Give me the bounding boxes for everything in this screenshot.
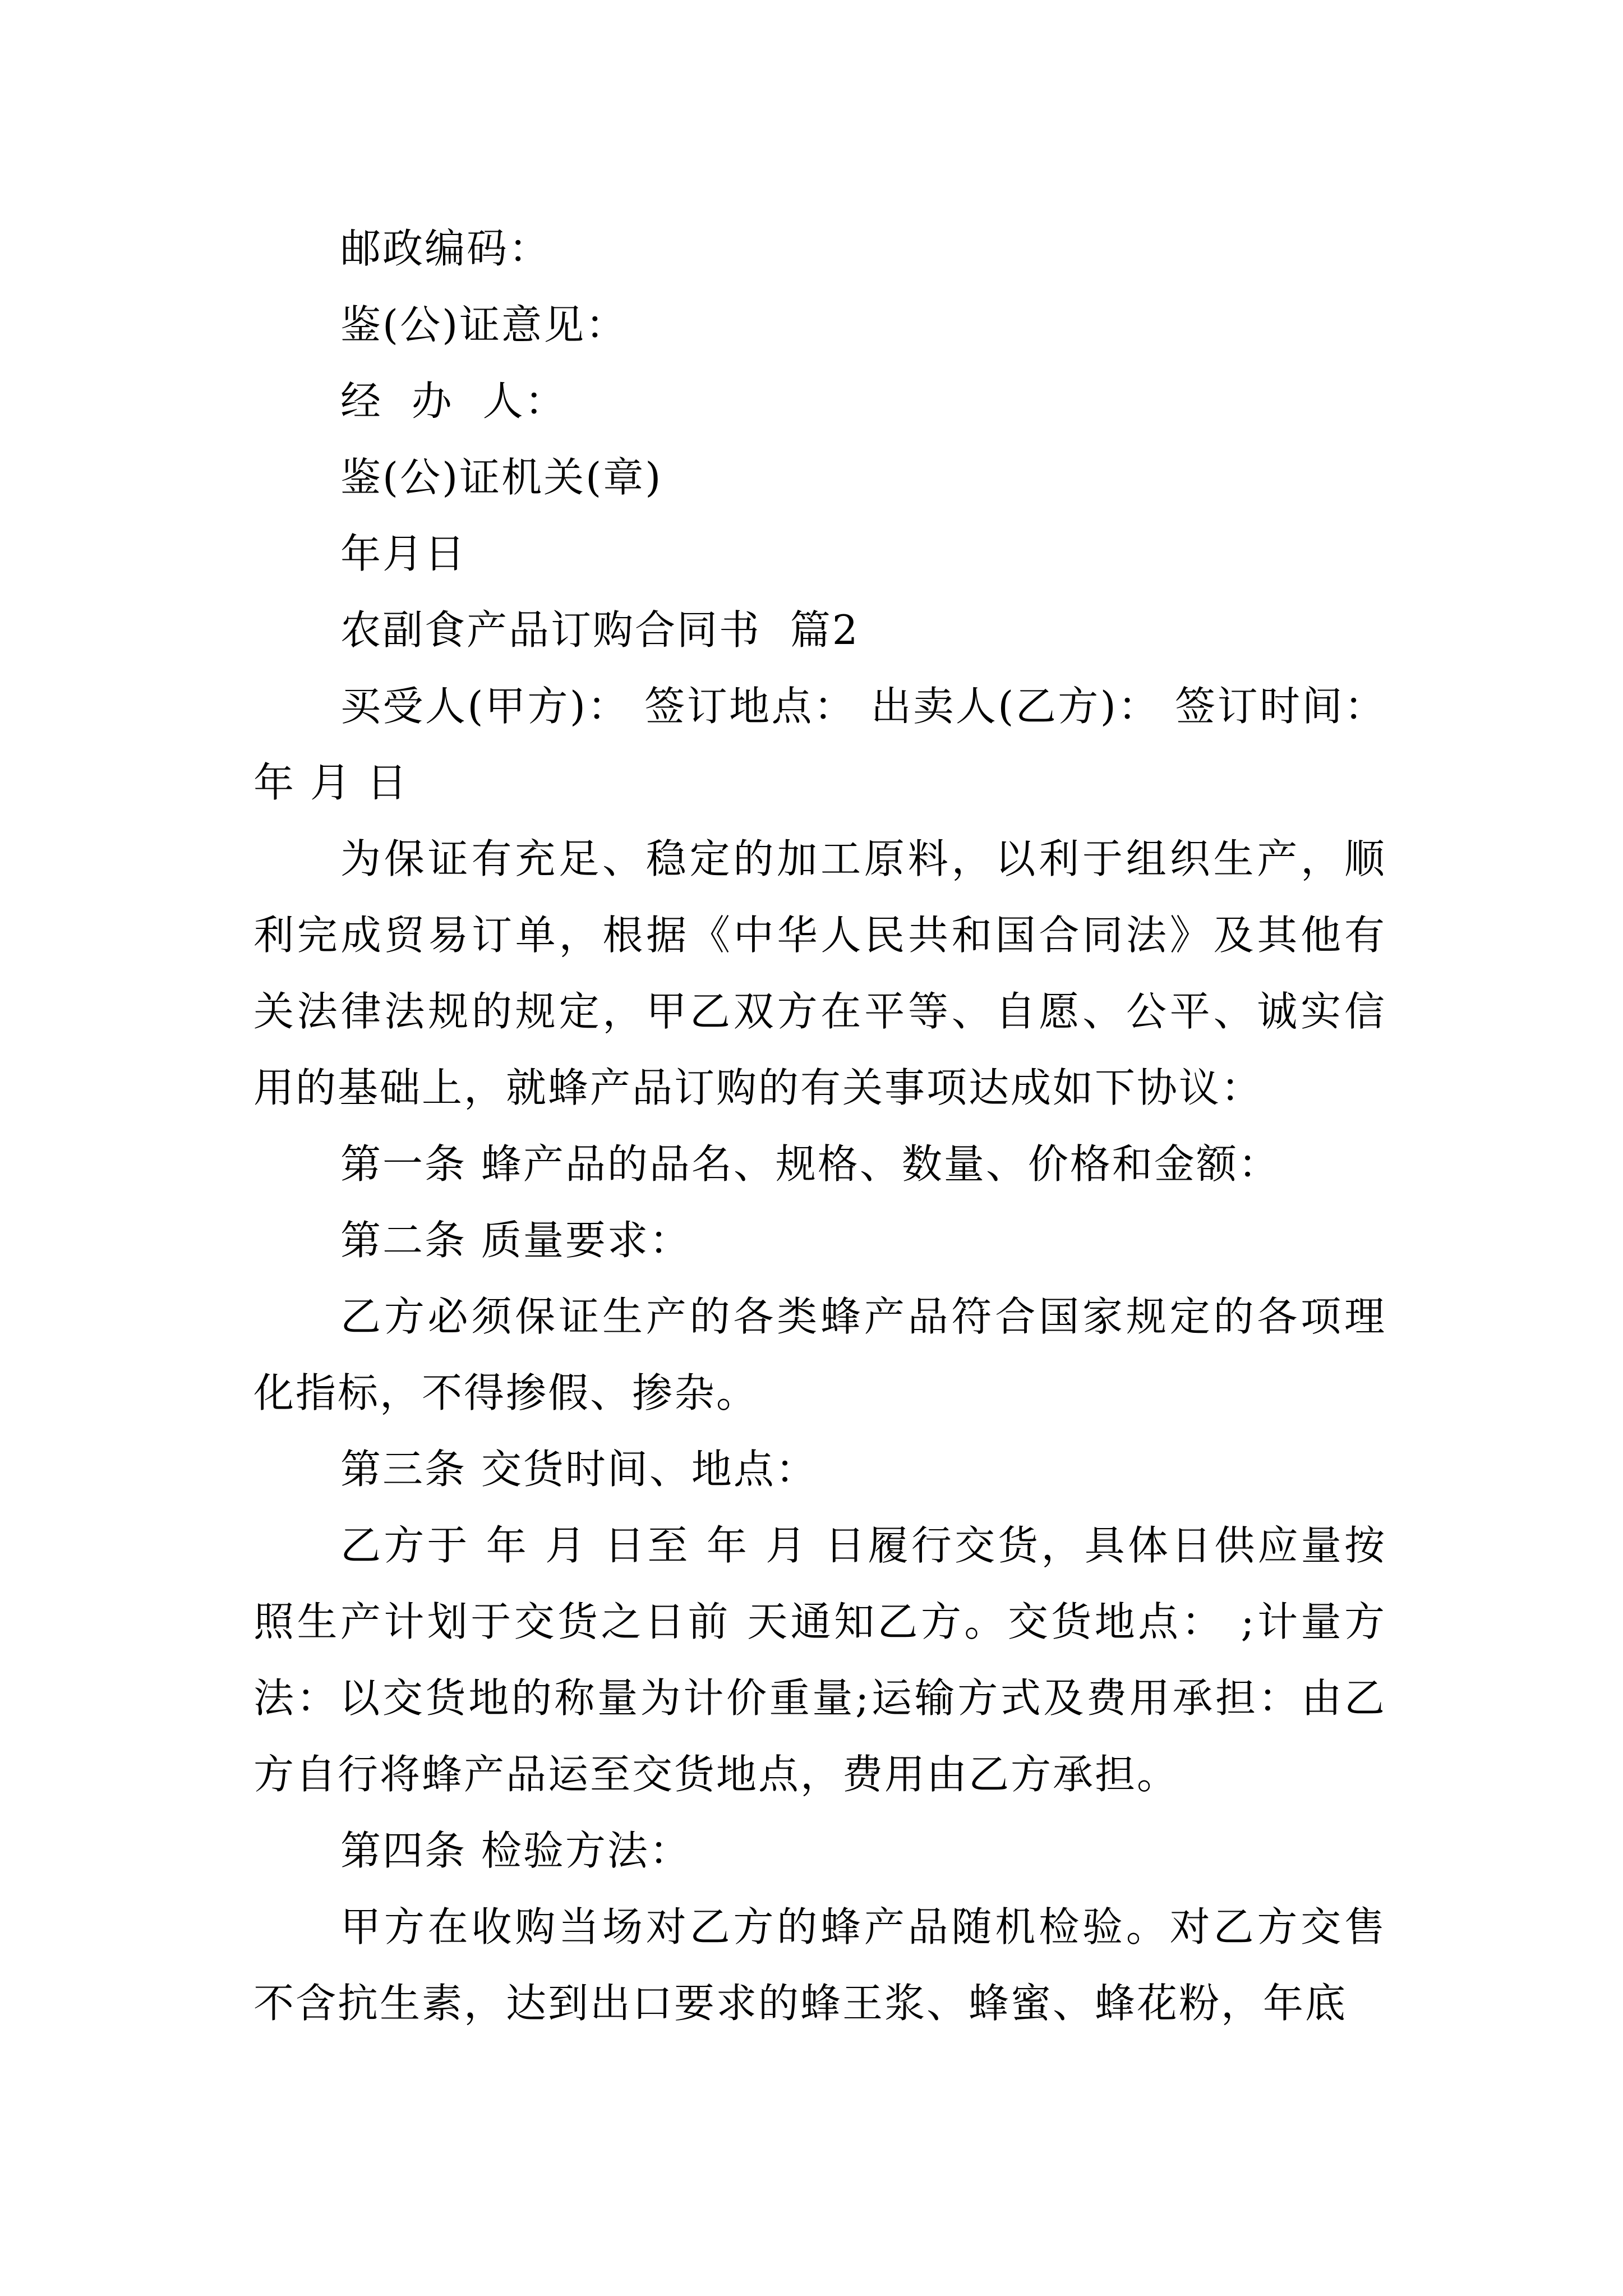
article-4-heading: 第四条 检验方法：	[340, 1827, 691, 1874]
article-4-paragraph: 甲方在收购当场对乙方的蜂产品随机检验。对乙方交售不含抗生素，达到出口要求的蜂王浆、蜂蜜、蜂花粉，年底	[253, 1903, 1386, 2027]
section-title: 农副食产品订购合同书 篇2	[340, 606, 860, 654]
handler-label: 经 办 人：	[340, 378, 567, 425]
article-2-paragraph: 乙方必须保证生产的各类蜂产品符合国家规定的各项理化指标，不得掺假、掺杂。	[253, 1293, 1386, 1416]
article-3-paragraph: 乙方于 年 月 日至 年 月 日履行交货，具体日供应量按照生产计划于交货之日前 天通知乙方。交货地点： ;计量方法：以交货地的称量为计价重量;运输方式及费用承担：由乙方自行将蜂产品运至交货地点，费用由乙方承担。	[253, 1522, 1386, 1798]
article-3-heading: 第三条 交货时间、地点：	[340, 1446, 818, 1493]
notary-office-seal-label: 鉴(公)证机关(章)	[340, 454, 663, 501]
postal-code-label: 邮政编码：	[340, 225, 551, 272]
preamble-paragraph: 为保证有充足、稳定的加工原料，以利于组织生产，顺利完成贸易订单，根据《中华人民共和国合同法》及其他有关法律法规的规定，甲乙双方在平等、自愿、公平、诚实信用的基础上，就蜂产品订购的有关事项达成如下协议：	[253, 835, 1386, 1111]
notary-opinion-label: 鉴(公)证意见：	[340, 301, 628, 348]
article-1-heading: 第一条 蜂产品的品名、规格、数量、价格和金额：	[340, 1140, 1280, 1188]
document-body	[253, 210, 1386, 2041]
article-2-heading: 第二条 质量要求：	[340, 1217, 691, 1264]
date-label: 年月日	[340, 530, 467, 577]
parties-paragraph: 买受人(甲方)： 签订地点： 出卖人(乙方)： 签订时间： 年 月 日	[253, 683, 1386, 806]
